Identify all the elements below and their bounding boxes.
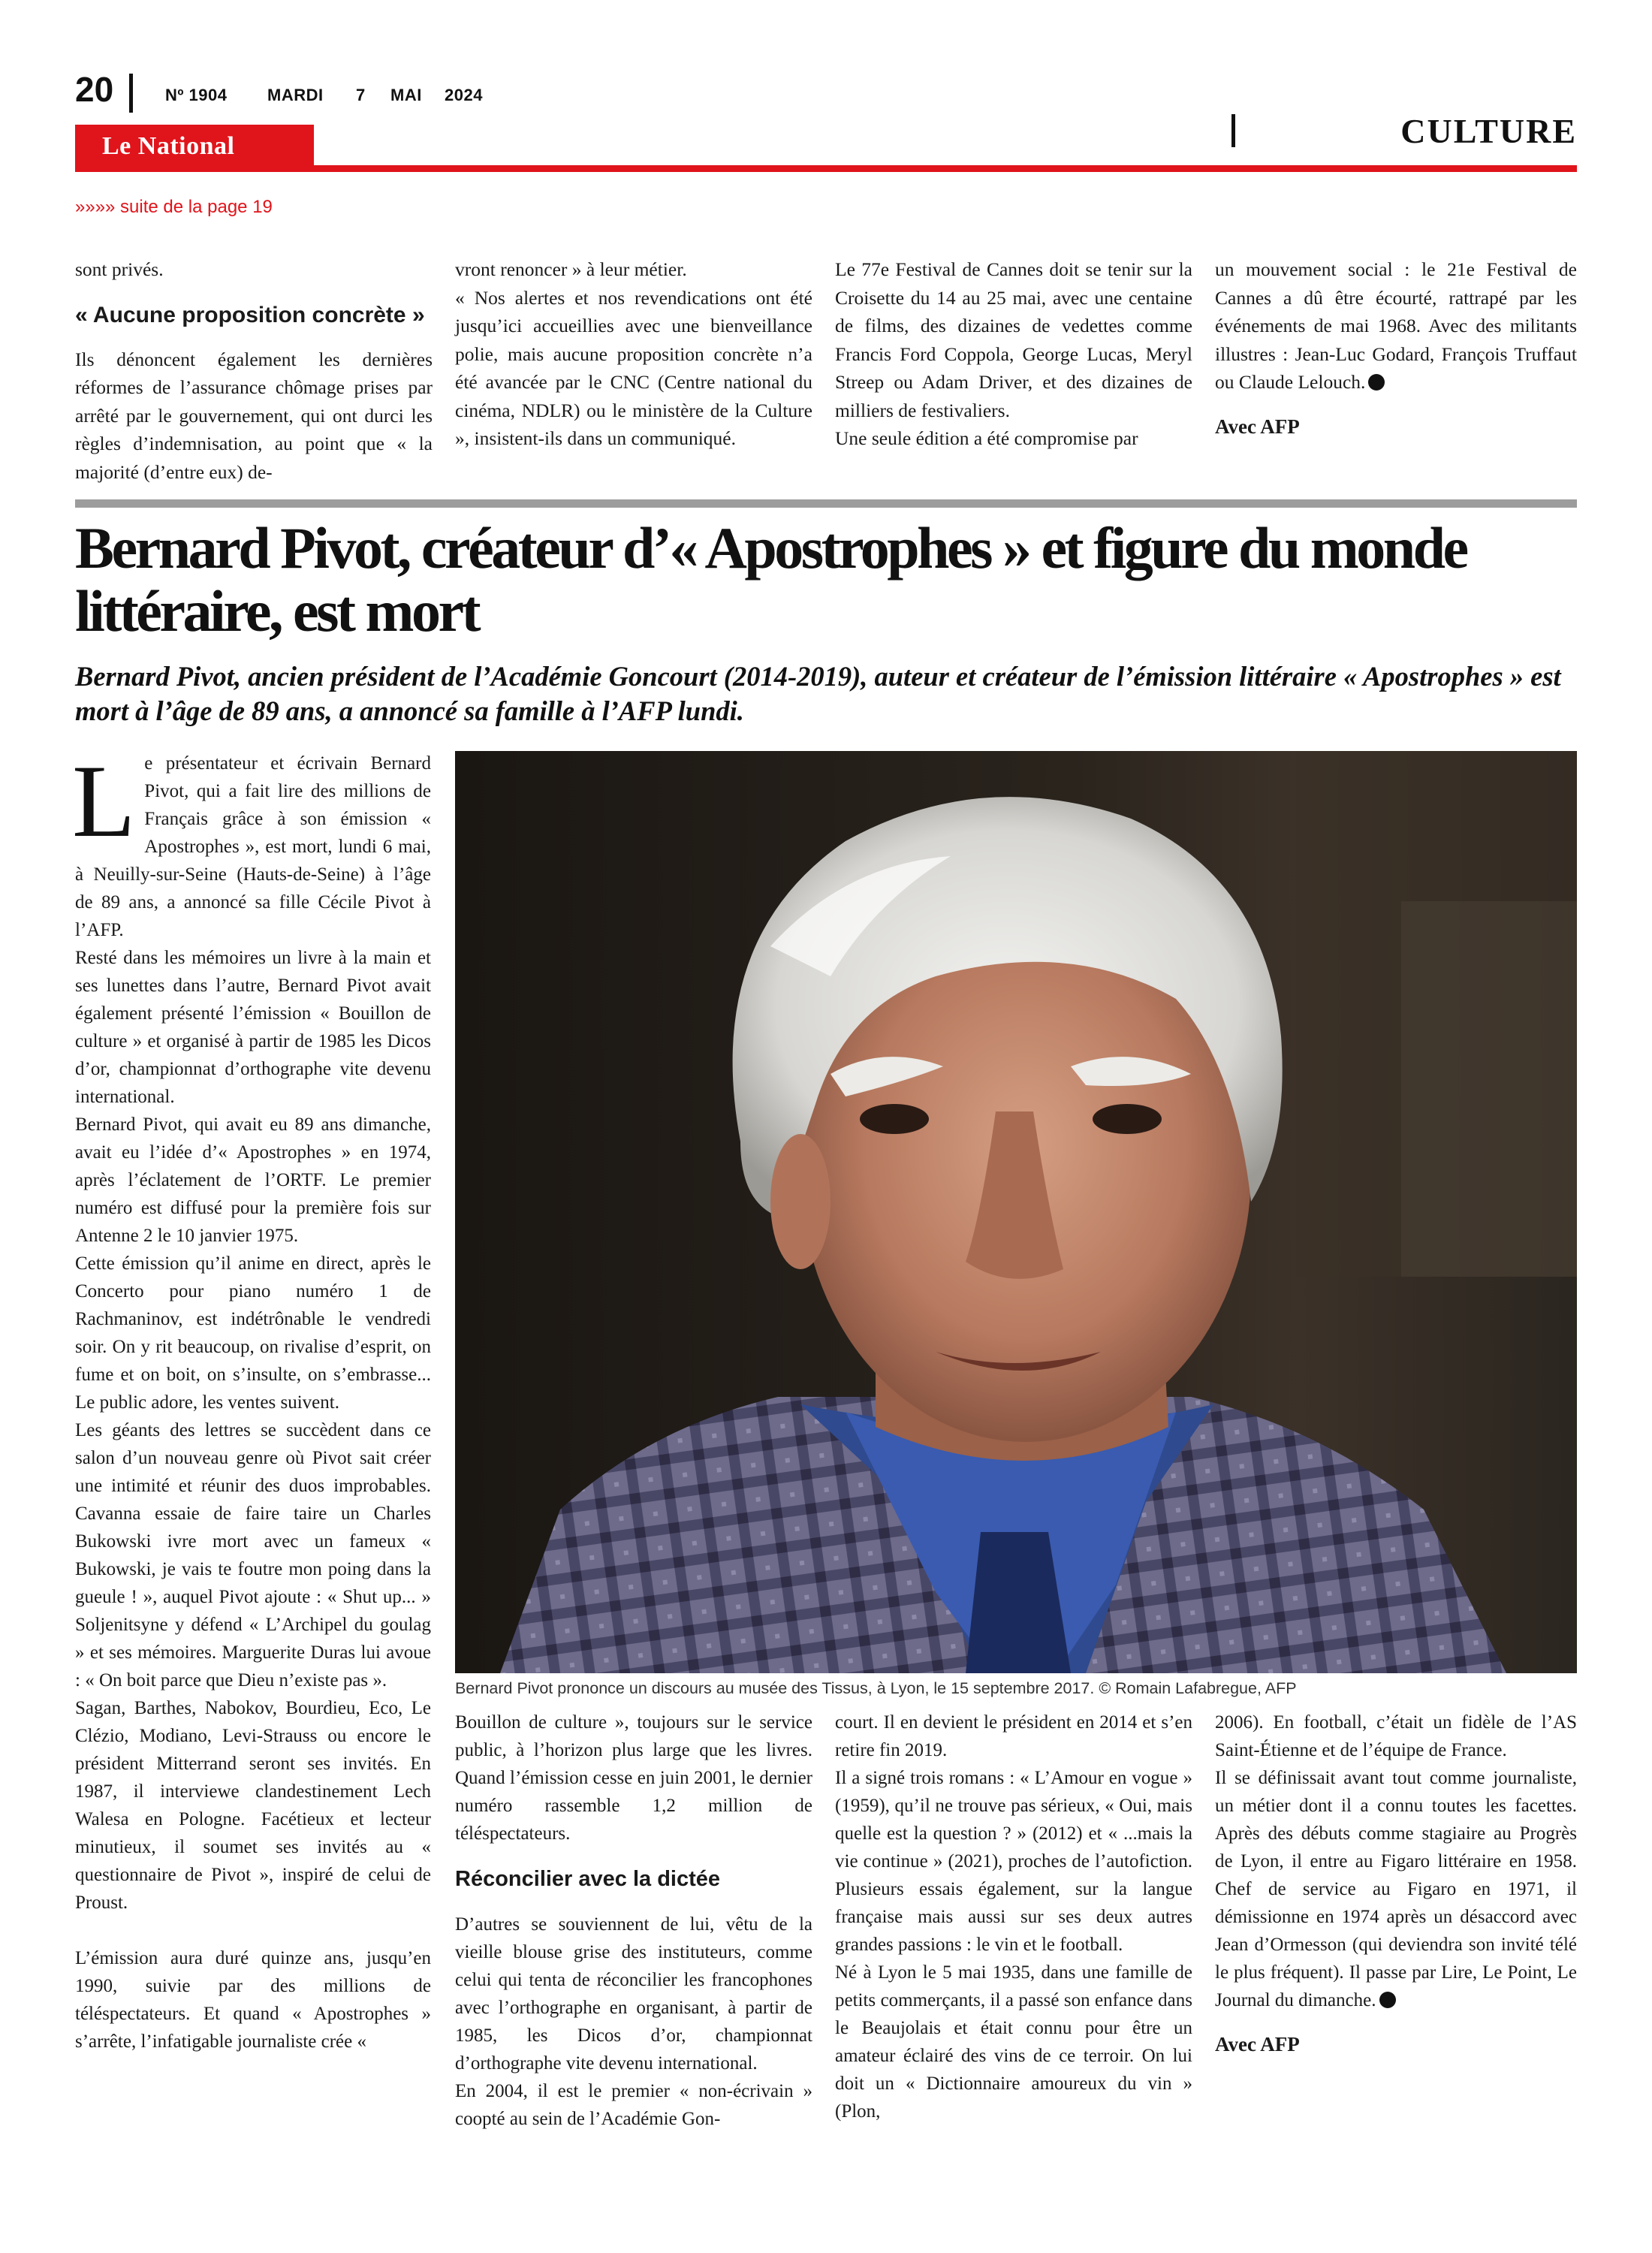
paragraph: D’autres se souviennent de lui, vêtu de la vieille blouse grise des instituteurs, comme celui qui tenta de réconcilier les francophones avec l’orthographe en organisant, à partir de 1985, les Dicos d’or, championnat d’orthographe vite devenu international. [455, 1914, 812, 2074]
article-column-2 [455, 1709, 812, 2133]
article-separator [75, 499, 1577, 508]
end-of-article-mark [1379, 1992, 1396, 2008]
end-of-article-mark [1368, 374, 1385, 391]
issue-month: MAI [390, 86, 422, 104]
article-headline: Bernard Pivot, créateur d’« Apostrophes » et figure du monde littéraire, est mort [75, 515, 1467, 644]
paragraph [72, 743, 431, 944]
article-column-4 [1215, 1709, 1577, 2058]
drop-cap: L [72, 743, 136, 858]
paragraph-text: Il se définissait avant tout comme journaliste, un métier dont il a connu toutes les facettes. Après des débuts comme stagiaire au Progrès de Lyon, il entre au Figaro littéraire en 1958. Chef de service au Figaro en 1971, il démissionne en 1974 après un désaccord avec Jean d’Ormesson (qui deviendra son invité télé le plus fréquent). Il passe par Lire, Le Point, Le Journal du dimanche. [1215, 1768, 1577, 2010]
brand-name: Le National [102, 132, 235, 160]
issue-date-number: 7 [356, 86, 366, 104]
paragraph [1215, 1764, 1577, 2014]
paragraph: Le 77e Festival de Cannes doit se tenir sur la Croisette du 14 au 25 mai, avec une centaine de films, des dizaines de vedettes comme Francis Ford Coppola, George Lucas, Meryl Streep ou Adam Driver, et des dizaines de milliers de festivaliers. [835, 258, 1192, 421]
section-divider [1231, 114, 1235, 147]
prev-column-4 [1215, 255, 1577, 441]
prev-column-1 [75, 255, 433, 486]
paragraph: Une seule édition a été compromise par [835, 427, 1138, 449]
issue-number: Nº 1904 [165, 86, 228, 104]
paragraph: Sagan, Barthes, Nabokov, Bourdieu, Eco, Le Clézio, Modiano, Levi-Strauss ou encore le président Mitterrand seront ses invités. En 1987, il interviewe clandestinement Lech Walesa en Pologne. Facétieux et lecteur minutieux, il soumet ses invités au « questionnaire de Pivot », inspiré de celui de Proust. [75, 1698, 431, 1913]
paragraph: Bouillon de culture », toujours sur le service public, à l’horizon plus large que les livres. Quand l’émission cesse en juin 2001, le dernier numéro rassemble 1,2 million de téléspectateurs. [455, 1712, 812, 1844]
paragraph: Les géants des lettres se succèdent dans ce salon d’un nouveau genre où Pivot sait créer une intimité et réunir des duos improbables. Cavanna essaie de faire taire un Charles Bukowski ivre mort avec un fameux « Bukowski, je vais te foutre mon poing dans la gueule ! », auquel Pivot ajoute : « Shut up... » Soljenitsyne y défend « L’Archipel du goulag » et ses mémoires. Marguerite Duras lui avoue : « On boit parce que Dieu n’existe pas ». [75, 1420, 431, 1691]
paragraph: Resté dans les mémoires un livre à la main et ses lunettes dans l’autre, Bernard Pivot avait également présenté l’émission « Bouillon de culture » et organisé à partir de 1985 les Dicos d’or, championnat d’orthographe vite devenu international. [75, 948, 431, 1107]
prev-column-2 [455, 255, 812, 453]
article-credit: Avec AFP [1215, 415, 1300, 438]
paragraph: court. Il en devient le président en 2014 et s’en retire fin 2019. [835, 1712, 1192, 1760]
paragraph: Né à Lyon le 5 mai 1935, dans une famille de petits commerçants, il a passé son enfance dans le Beaujolais et était connu pour être un amateur éclairé des vins de ce terroir. On lui doit un « Dictionnaire amoureux du vin » (Plon, [835, 1962, 1192, 2122]
paragraph: 2006). En football, c’était un fidèle de l’AS Saint-Étienne et de l’équipe de France. [1215, 1712, 1577, 1760]
section-title: CULTURE [1400, 112, 1577, 150]
header-divider [129, 74, 133, 113]
article-column-3 [835, 1709, 1192, 2125]
paragraph: Ils dénoncent également les dernières réformes de l’assurance chômage prises par arrêté par le gouvernement, qui ont durci les règles d’indemnisation, au point que « la majorité (d’entre eux) de- [75, 348, 433, 483]
article-column-1 [72, 743, 431, 2055]
paragraph [1215, 255, 1577, 397]
paragraph: vront renoncer » à leur métier. [455, 258, 687, 280]
article-photo [455, 751, 1577, 1673]
paragraph: L’émission aura duré quinze ans, jusqu’en 1990, suivie par des millions de téléspectateurs. Et quand « Apostrophes » s’arrête, l’infatigable journaliste crée « [75, 1948, 431, 2052]
paragraph: Il a signé trois romans : « L’Amour en vogue » (1959), qu’il ne trouve pas sérieux, « Oui, mais quelle est la question ? » (2012) et « ...mais la vie continue » (2021), proches de l’autofiction. Plusieurs essais également, sur la langue française mais aussi sur ses deux autres grandes passions : le vin et le football. [835, 1768, 1192, 1955]
continued-from: »»»» suite de la page 19 [75, 197, 273, 217]
paragraph: Cette émission qu’il anime en direct, après le Concerto pour piano numéro 1 de Rachmaninov, est indétrônable le vendredi soir. On y rit beaucoup, on rivalise d’esprit, on fume et on boit, on s’insulte, on s’embrasse... Le public adore, les ventes suivent. [75, 1253, 431, 1413]
article-deck: Bernard Pivot, ancien président de l’Académie Goncourt (2014-2019), auteur et créateur de l’émission littéraire « Apostrophes » est mort à l’âge de 89 ans, a annoncé sa famille à l’AFP lundi. [75, 661, 1561, 726]
header-rule [75, 165, 1577, 172]
article-credit: Avec AFP [1215, 2033, 1300, 2055]
paragraph: sont privés. [75, 258, 164, 280]
subheading: Réconcilier avec la dictée [455, 1867, 721, 1891]
issue-day: MARDI [267, 86, 324, 104]
paragraph-text: un mouvement social : le 21e Festival de Cannes a dû être écourté, rattrapé par les événements de mai 1968. Avec des militants illustres : Jean-Luc Godard, François Truffaut ou Claude Lelouch. [1215, 258, 1577, 393]
paragraph: En 2004, il est le premier « non-écrivain » coopté au sein de l’Académie Gon- [455, 2081, 812, 2129]
paragraph: Bernard Pivot, qui avait eu 89 ans dimanche, avait eu l’idée d’« Apostrophes » en 1974, après l’éclatement de l’ORTF. Le premier numéro est diffusé pour la première fois sur Antenne 2 le 10 janvier 1975. [75, 1114, 431, 1246]
subheading: « Aucune proposition concrète » [75, 302, 425, 327]
photo-caption: Bernard Pivot prononce un discours au musée des Tissus, à Lyon, le 15 septembre 2017. © Romain Lafabregue, AFP [455, 1679, 1297, 1697]
page-number: 20 [75, 70, 114, 109]
paragraph-text: e présentateur et écrivain Bernard Pivot, qui a fait lire des millions de Français grâce à son émission « Apostrophes », est mort, lundi 6 mai, à Neuilly-sur-Seine (Hauts-de-Seine) à l’âge de 89 ans, a annoncé sa fille Cécile Pivot à l’AFP. [75, 753, 431, 940]
paragraph: « Nos alertes et nos revendications ont été jusqu’ici accueillies avec une bienveillance polie, mais aucune proposition concrète n’a été avancée par le CNC (Centre national du cinéma, NDLR) ou le ministère de la Culture », insistent-ils dans un communiqué. [455, 286, 812, 449]
prev-column-3 [835, 255, 1192, 453]
issue-year: 2024 [445, 86, 483, 104]
